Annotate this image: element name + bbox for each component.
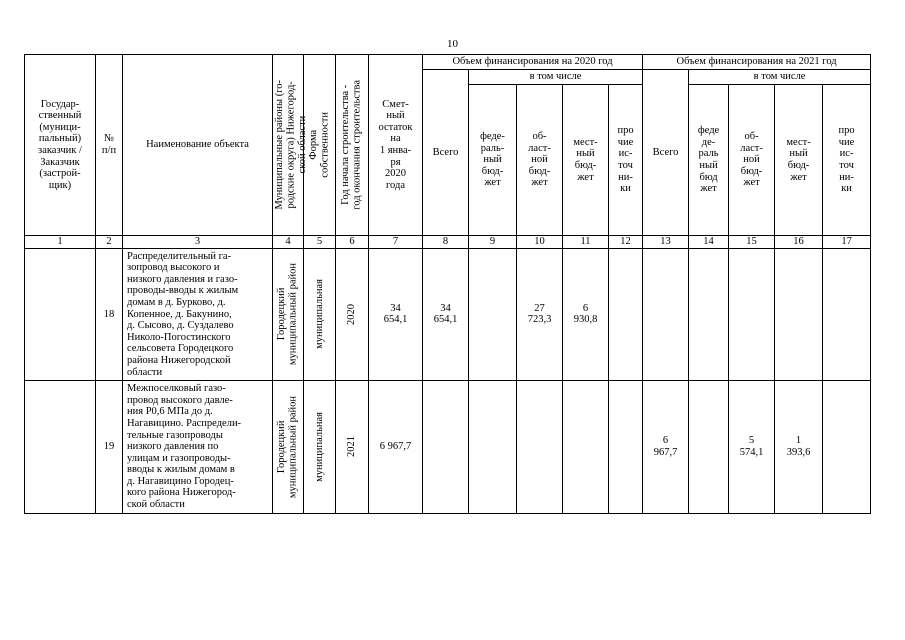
header-regional-2021: об- ласт- ной бюд- жет (729, 85, 775, 236)
header-including-2020: в том числе (469, 70, 643, 85)
cell-object-name: Распределительный га- зопровод высокого и низкого давления и газо- проводы-вводы к жилым домам в д. Бурково, д. Копенное, д. Бакунино, д. Сысово, д. Суздалево Николо-Погостинского сельсовета Городецкого района Нижегородской области (123, 248, 273, 381)
cell-ownership (304, 248, 336, 381)
column-number: 13 (643, 236, 689, 249)
column-number: 11 (563, 236, 609, 249)
header-fin-2021: Объем финансирования на 2021 год (643, 55, 871, 70)
header-federal-2020: феде- раль- ный бюд- жет (469, 85, 517, 236)
header-total-2020: Всего (423, 70, 469, 236)
cell-customer (25, 248, 96, 381)
cell-years (336, 248, 369, 381)
header-row-1 (25, 55, 871, 70)
header-customer: Государ- ственный (муници- пальный) заказчик / Заказчик (застрой- щик) (25, 55, 96, 236)
cell-other-2021 (823, 248, 871, 381)
cell-district (273, 381, 304, 514)
column-number: 9 (469, 236, 517, 249)
cell-district-text: Городецкий муниципальный район (276, 263, 299, 366)
header-remaining: Смет- ный остаток на 1 янва- ря 2020 года (369, 55, 423, 236)
cell-num: 18 (96, 248, 123, 381)
cell-federal-2020 (469, 381, 517, 514)
column-number: 7 (369, 236, 423, 249)
cell-other-2020 (609, 381, 643, 514)
cell-years (336, 381, 369, 514)
cell-regional-2021: 5 574,1 (729, 381, 775, 514)
cell-ownership-text: муниципальная (313, 279, 325, 350)
header-years-text: Год начала строительства - год окончания строительства (340, 80, 363, 210)
cell-total-2021: 6 967,7 (643, 381, 689, 514)
cell-federal-2021 (689, 381, 729, 514)
cell-district-text: Городецкий муниципальный район (276, 395, 299, 498)
cell-local-2021: 1 393,6 (775, 381, 823, 514)
cell-num: 19 (96, 381, 123, 514)
header-fin-2020: Объем финансирования на 2020 год (423, 55, 643, 70)
page-number: 10 (447, 38, 458, 50)
cell-years-text: 2021 (346, 436, 358, 458)
cell-total-2020 (423, 381, 469, 514)
column-number: 2 (96, 236, 123, 249)
header-other-2021: про чие ис- точ ни- ки (823, 85, 871, 236)
header-total-2021: Всего (643, 70, 689, 236)
cell-federal-2021 (689, 248, 729, 381)
column-number: 14 (689, 236, 729, 249)
cell-remaining: 6 967,7 (369, 381, 423, 514)
cell-regional-2020 (517, 381, 563, 514)
column-number: 4 (273, 236, 304, 249)
column-number: 12 (609, 236, 643, 249)
header-object-name: Наименование объекта (123, 55, 273, 236)
header-regional-2020: об- ласт- ной бюд- жет (517, 85, 563, 236)
header-federal-2021: феде де- раль ный бюд жет (689, 85, 729, 236)
header-num: № п/п (96, 55, 123, 236)
column-number: 1 (25, 236, 96, 249)
table-row (25, 248, 871, 381)
header-district (273, 55, 309, 236)
cell-regional-2020: 27 723,3 (517, 248, 563, 381)
cell-other-2020 (609, 248, 643, 381)
header-other-2020: про чие ис- точ ни- ки (609, 85, 643, 236)
cell-ownership-text: муниципальная (313, 411, 325, 482)
column-number: 15 (729, 236, 775, 249)
column-number: 5 (304, 236, 336, 249)
table-row (25, 381, 871, 514)
column-number: 17 (823, 236, 871, 249)
cell-customer (25, 381, 96, 514)
header-ownership-text: Форма собственности (307, 112, 331, 178)
cell-years-text: 2020 (346, 303, 358, 325)
column-number: 10 (517, 236, 563, 249)
cell-district (273, 248, 304, 381)
cell-total-2020: 34 654,1 (423, 248, 469, 381)
cell-object-name: Межпоселковый газо- провод высокого давле- ния Р0,6 МПа до д. Нагавицино. Распредели- тельные газопроводы низкого давления по улицам и газопроводы- вводы к жилым домам в д. Нагавицино Городец- кого района Нижегород- ской области (123, 381, 273, 514)
financing-table (24, 54, 871, 514)
header-district-text: Муниципальные районы (го- родские округа) Нижегород- ской области (274, 80, 309, 210)
column-number: 8 (423, 236, 469, 249)
cell-ownership (304, 381, 336, 514)
cell-local-2021 (775, 248, 823, 381)
column-number-row (25, 236, 871, 249)
cell-federal-2020 (469, 248, 517, 381)
column-number: 3 (123, 236, 273, 249)
column-number: 6 (336, 236, 369, 249)
cell-remaining: 34 654,1 (369, 248, 423, 381)
column-number: 16 (775, 236, 823, 249)
cell-local-2020 (563, 381, 609, 514)
header-local-2020: мест- ный бюд- жет (563, 85, 609, 236)
cell-other-2021 (823, 381, 871, 514)
cell-regional-2021 (729, 248, 775, 381)
header-years (336, 55, 369, 236)
cell-local-2020: 6 930,8 (563, 248, 609, 381)
header-including-2021: в том числе (689, 70, 871, 85)
header-local-2021: мест- ный бюд- жет (775, 85, 823, 236)
cell-total-2021 (643, 248, 689, 381)
